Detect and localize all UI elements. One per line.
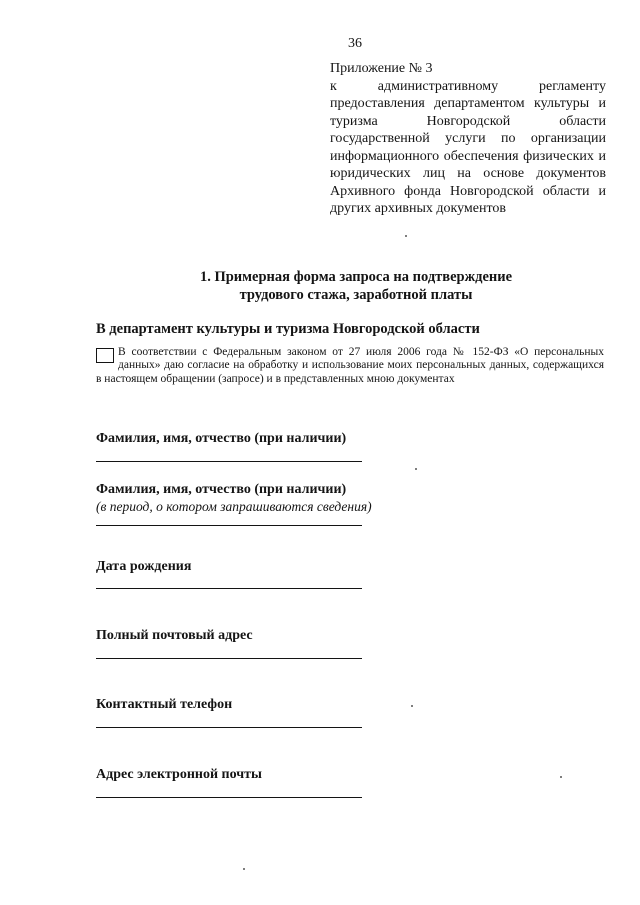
field-phone-label: Контактный телефон (96, 697, 233, 712)
consent-checkbox[interactable] (96, 348, 114, 363)
field-postal-address (96, 628, 396, 659)
field-full-name-label: Фамилия, имя, отчество (при наличии) (96, 431, 347, 446)
field-name-in-period (96, 482, 396, 526)
field-name-in-period-hint: (в период, о котором запрашиваются сведения) (96, 499, 372, 514)
appendix-title: Приложение № 3 (330, 61, 433, 76)
field-email (96, 767, 396, 798)
field-name-in-period-label: Фамилия, имя, отчество (при наличии) (96, 482, 347, 497)
field-phone-line[interactable] (96, 727, 362, 728)
scan-speck (405, 235, 407, 237)
form-heading-line-1: 1. Примерная форма запроса на подтверждение (199, 269, 513, 285)
form-heading (96, 268, 616, 304)
consent-block (96, 346, 604, 386)
field-full-name (96, 431, 396, 462)
field-postal-address-label: Полный почтовый адрес (96, 628, 253, 643)
appendix-block (330, 60, 606, 218)
addressee: В департамент культуры и туризма Новгородской области (96, 321, 480, 337)
field-birth-date (96, 559, 396, 589)
field-birth-date-line[interactable] (96, 588, 362, 589)
field-birth-date-label: Дата рождения (96, 559, 192, 574)
field-postal-address-line[interactable] (96, 658, 362, 659)
scan-speck (243, 868, 245, 870)
field-email-line[interactable] (96, 797, 362, 798)
scan-speck (411, 705, 413, 707)
scan-speck (560, 776, 562, 778)
page-number: 36 (348, 36, 362, 51)
scan-speck (415, 468, 417, 470)
field-email-label: Адрес электронной почты (96, 767, 262, 782)
field-full-name-line[interactable] (96, 461, 362, 462)
field-name-in-period-line[interactable] (96, 525, 362, 526)
appendix-body: к административному регламенту предоставления департаментом культуры и туризма Новгородской области государственной услуги по организации информационного обеспечения физических и юридических лиц на основе документов Архивного фонда Новгородской области и других архивных документов (330, 78, 606, 216)
consent-text: В соответствии с Федеральным законом от 27 июля 2006 года № 152-ФЗ «О персональных данных» даю согласие на обработку и использование моих персональных данных, содержащихся в настоящем обращении (запросе) и в представленных мною документах (96, 346, 604, 385)
field-phone (96, 697, 396, 728)
form-heading-line-2: трудового стажа, заработной платы (239, 287, 473, 303)
